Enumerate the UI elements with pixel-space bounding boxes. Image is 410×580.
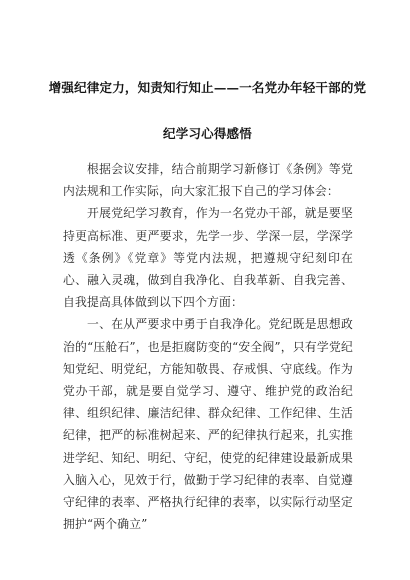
paragraph-point-one: 一、在从严要求中勇于自我净化。党纪既是思想政治的“压舱石”，也是拒腐防变的“安全阀”，只有学党纪知党纪、明党纪，方能知敬畏、存戒惧、守底线。作为党办干部，就是要自觉学习、遵守、维护党的政治纪律、组织纪律、廉洁纪律、群众纪律、工作纪律、生活纪律，把严的标准树起来、严的纪律执行起来，扎实推进学纪、知纪、明纪、守纪，使党的纪律建设最新成果入脑入心，见效于行，做勤于学习纪律的表率、自觉遵守纪律的表率、严格执行纪律的表率，以实际行动坚定拥护“两个确立” <box>63 317 353 532</box>
document-title-line1: 增强纪律定力，知责知行知止——一名党办年轻干部的党 <box>48 80 367 95</box>
document-body <box>63 158 353 535</box>
paragraph-intro: 根据会议安排，结合前期学习新修订《条例》等党内法规和工作实际，向大家汇报下自己的学习体会： <box>63 162 353 199</box>
document-title-line2: 纪学习心得感悟 <box>163 126 252 141</box>
paragraph-overview: 开展党纪学习教育，作为一名党办干部，就是要坚持更高标准、更严要求，先学一步、学深一层，学深学透《条例》《党章》等党内法规，把遵规守纪刻印在心、融入灵魂，做到自我净化、自我革新、自我完善、自我提高具体做到以下四个方面： <box>63 206 353 310</box>
